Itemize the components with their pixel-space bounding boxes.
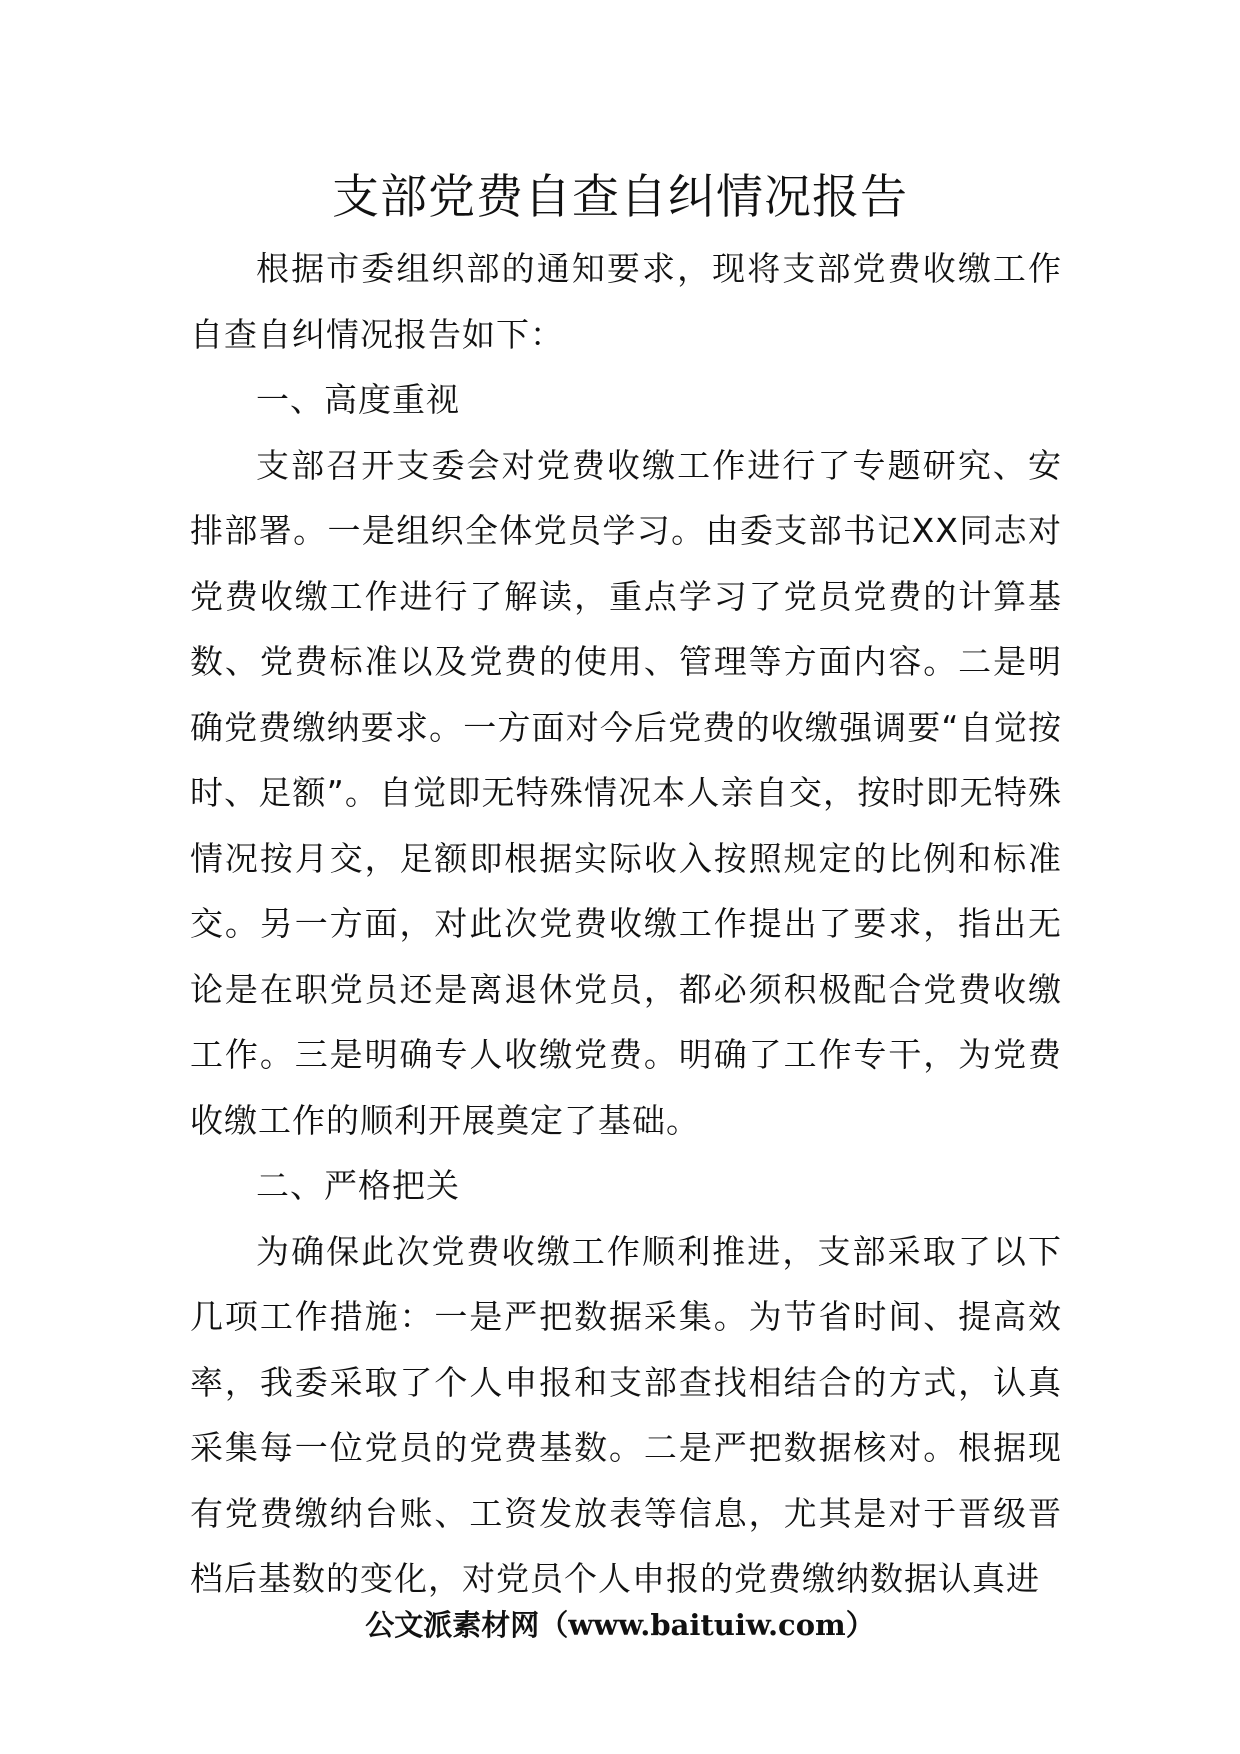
section-paragraph-2: 为确保此次党费收缴工作顺利推进，支部采取了以下几项工作措施：一是严把数据采集。为节省时间、提高效率，我委采取了个人申报和支部查找相结合的方式，认真采集每一位党员的党费基数。二是严把数据核对。根据现有党费缴纳台账、工资发放表等信息，尤其是对于晋级晋档后基数的变化，对党员个人申报的党费缴纳数据认真进 <box>190 1231 1062 1598</box>
intro-paragraph: 根据市委组织部的通知要求，现将支部党费收缴工作自查自纠情况报告如下： <box>190 249 1062 354</box>
document-title: 支部党费自查自纠情况报告 <box>332 170 908 225</box>
section-heading-2: 二、严格把关 <box>256 1166 460 1205</box>
section-heading-1: 一、高度重视 <box>256 380 460 419</box>
document-body <box>190 236 1062 1612</box>
watermark-footer: 公文派素材网（www.baituiw.com） <box>365 1608 875 1642</box>
section-paragraph-1: 支部召开支委会对党费收缴工作进行了专题研究、安排部署。一是组织全体党员学习。由委支部书记XX同志对党费收缴工作进行了解读，重点学习了党员党费的计算基数、党费标准以及党费的使用、管理等方面内容。二是明确党费缴纳要求。一方面对今后党费的收缴强调要“自觉按时、足额”。自觉即无特殊情况本人亲自交，按时即无特殊情况按月交，足额即根据实际收入按照规定的比例和标准交。另一方面，对此次党费收缴工作提出了要求，指出无论是在职党员还是离退休党员，都必须积极配合党费收缴工作。三是明确专人收缴党费。明确了工作专干，为党费收缴工作的顺利开展奠定了基础。 <box>190 445 1062 1140</box>
